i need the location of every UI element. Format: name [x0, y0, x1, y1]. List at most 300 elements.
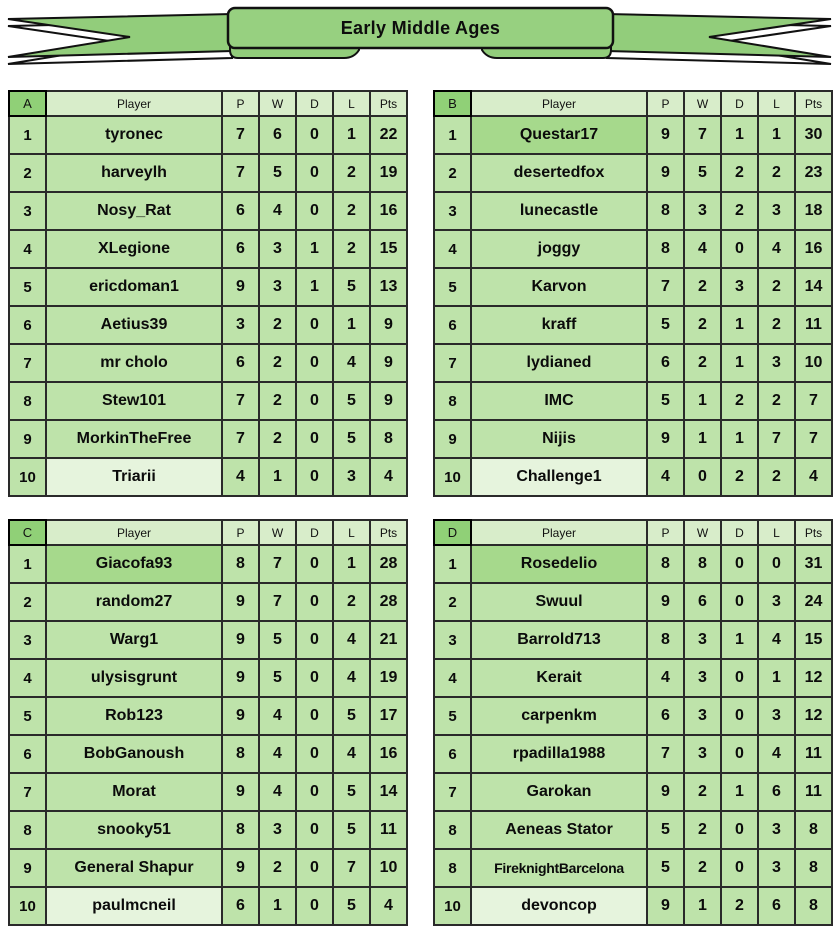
- rank-cell: 3: [9, 192, 46, 230]
- group-a-table: [8, 90, 408, 497]
- player-cell: Morat: [46, 773, 222, 811]
- column-player: Player: [471, 91, 647, 116]
- table-row: [434, 545, 832, 583]
- player-cell: desertedfox: [471, 154, 647, 192]
- table-row: [9, 621, 407, 659]
- table-row: [9, 545, 407, 583]
- player-cell: Rob123: [46, 697, 222, 735]
- player-cell: Garokan: [471, 773, 647, 811]
- player-cell: Nosy_Rat: [46, 192, 222, 230]
- losses-cell: 2: [758, 154, 795, 192]
- losses-cell: 1: [758, 659, 795, 697]
- column-played: P: [647, 520, 684, 545]
- player-cell: Swuul: [471, 583, 647, 621]
- rank-cell: 1: [434, 545, 471, 583]
- draws-cell: 1: [721, 420, 758, 458]
- ribbon-left-tail: [8, 14, 232, 57]
- column-losses: L: [333, 91, 370, 116]
- player-cell: lunecastle: [471, 192, 647, 230]
- wins-cell: 5: [684, 154, 721, 192]
- wins-cell: 7: [684, 116, 721, 154]
- rank-cell: 6: [434, 306, 471, 344]
- player-cell: Karvon: [471, 268, 647, 306]
- draws-cell: 0: [296, 773, 333, 811]
- banner: [0, 0, 839, 75]
- played-cell: 9: [647, 773, 684, 811]
- losses-cell: 2: [758, 268, 795, 306]
- player-cell: Giacofa93: [46, 545, 222, 583]
- table-row: [434, 811, 832, 849]
- played-cell: 9: [222, 773, 259, 811]
- losses-cell: 3: [758, 583, 795, 621]
- wins-cell: 1: [684, 887, 721, 925]
- draws-cell: 0: [296, 811, 333, 849]
- losses-cell: 3: [758, 192, 795, 230]
- draws-cell: 0: [296, 458, 333, 496]
- played-cell: 6: [647, 697, 684, 735]
- group-b-header-row: [434, 91, 832, 116]
- draws-cell: 1: [721, 306, 758, 344]
- points-cell: 9: [370, 382, 407, 420]
- wins-cell: 4: [259, 192, 296, 230]
- played-cell: 9: [647, 583, 684, 621]
- draws-cell: 1: [296, 230, 333, 268]
- wins-cell: 7: [259, 583, 296, 621]
- group-d-rows: [434, 545, 832, 925]
- wins-cell: 2: [684, 268, 721, 306]
- losses-cell: 5: [333, 887, 370, 925]
- losses-cell: 3: [333, 458, 370, 496]
- wins-cell: 2: [259, 420, 296, 458]
- wins-cell: 4: [259, 697, 296, 735]
- played-cell: 6: [222, 230, 259, 268]
- table-row: [9, 811, 407, 849]
- column-points: Pts: [795, 520, 832, 545]
- rank-cell: 5: [434, 268, 471, 306]
- rank-cell: 1: [434, 116, 471, 154]
- group-d-header-row: [434, 520, 832, 545]
- played-cell: 7: [647, 735, 684, 773]
- losses-cell: 5: [333, 382, 370, 420]
- column-played: P: [222, 520, 259, 545]
- column-draws: D: [296, 91, 333, 116]
- player-cell: tyronec: [46, 116, 222, 154]
- rank-cell: 4: [9, 230, 46, 268]
- table-row: [9, 116, 407, 154]
- table-row: [434, 849, 832, 887]
- draws-cell: 3: [721, 268, 758, 306]
- player-cell: Stew101: [46, 382, 222, 420]
- played-cell: 9: [222, 697, 259, 735]
- table-row: [9, 382, 407, 420]
- wins-cell: 3: [259, 230, 296, 268]
- played-cell: 9: [222, 621, 259, 659]
- wins-cell: 3: [259, 268, 296, 306]
- rank-cell: 8: [434, 811, 471, 849]
- losses-cell: 3: [758, 811, 795, 849]
- player-cell: IMC: [471, 382, 647, 420]
- points-cell: 9: [370, 344, 407, 382]
- wins-cell: 4: [259, 773, 296, 811]
- played-cell: 4: [647, 659, 684, 697]
- points-cell: 7: [795, 420, 832, 458]
- losses-cell: 0: [758, 545, 795, 583]
- table-row: [434, 230, 832, 268]
- played-cell: 5: [647, 811, 684, 849]
- points-cell: 15: [370, 230, 407, 268]
- rank-cell: 10: [9, 887, 46, 925]
- draws-cell: 0: [721, 697, 758, 735]
- column-draws: D: [721, 520, 758, 545]
- column-points: Pts: [370, 520, 407, 545]
- wins-cell: 3: [684, 621, 721, 659]
- losses-cell: 2: [758, 306, 795, 344]
- losses-cell: 3: [758, 344, 795, 382]
- points-cell: 11: [795, 306, 832, 344]
- wins-cell: 2: [684, 811, 721, 849]
- played-cell: 3: [222, 306, 259, 344]
- rank-cell: 8: [434, 382, 471, 420]
- group-a-header-row: [9, 91, 407, 116]
- played-cell: 5: [647, 382, 684, 420]
- points-cell: 16: [370, 735, 407, 773]
- group-c-letter: C: [9, 520, 46, 545]
- points-cell: 22: [370, 116, 407, 154]
- table-row: [434, 583, 832, 621]
- player-cell: snooky51: [46, 811, 222, 849]
- column-wins: W: [259, 520, 296, 545]
- losses-cell: 2: [333, 192, 370, 230]
- points-cell: 24: [795, 583, 832, 621]
- group-c-rows: [9, 545, 407, 925]
- wins-cell: 2: [684, 773, 721, 811]
- rank-cell: 9: [434, 420, 471, 458]
- points-cell: 14: [795, 268, 832, 306]
- table-row: [434, 773, 832, 811]
- losses-cell: 5: [333, 811, 370, 849]
- points-cell: 28: [370, 545, 407, 583]
- rank-cell: 7: [434, 773, 471, 811]
- losses-cell: 4: [333, 344, 370, 382]
- player-cell: Triarii: [46, 458, 222, 496]
- wins-cell: 1: [684, 420, 721, 458]
- player-cell: Rosedelio: [471, 545, 647, 583]
- table-row: [434, 659, 832, 697]
- table-row: [9, 230, 407, 268]
- player-cell: BobGanoush: [46, 735, 222, 773]
- rank-cell: 4: [9, 659, 46, 697]
- draws-cell: 0: [721, 811, 758, 849]
- played-cell: 5: [647, 849, 684, 887]
- played-cell: 8: [647, 230, 684, 268]
- points-cell: 15: [795, 621, 832, 659]
- table-row: [434, 154, 832, 192]
- player-cell: ericdoman1: [46, 268, 222, 306]
- draws-cell: 0: [296, 116, 333, 154]
- points-cell: 13: [370, 268, 407, 306]
- table-row: [434, 116, 832, 154]
- played-cell: 7: [222, 420, 259, 458]
- wins-cell: 2: [259, 382, 296, 420]
- draws-cell: 0: [296, 887, 333, 925]
- wins-cell: 2: [259, 849, 296, 887]
- draws-cell: 2: [721, 192, 758, 230]
- ribbon-right-tail: [607, 14, 831, 57]
- player-cell: FireknightBarcelona: [471, 849, 647, 887]
- played-cell: 6: [222, 344, 259, 382]
- played-cell: 9: [222, 583, 259, 621]
- player-cell: harveylh: [46, 154, 222, 192]
- played-cell: 7: [222, 116, 259, 154]
- points-cell: 18: [795, 192, 832, 230]
- points-cell: 12: [795, 697, 832, 735]
- table-row: [434, 192, 832, 230]
- losses-cell: 2: [333, 583, 370, 621]
- wins-cell: 1: [259, 887, 296, 925]
- losses-cell: 7: [758, 420, 795, 458]
- played-cell: 7: [647, 268, 684, 306]
- wins-cell: 2: [684, 306, 721, 344]
- column-wins: W: [684, 520, 721, 545]
- losses-cell: 1: [333, 116, 370, 154]
- group-d-letter: D: [434, 520, 471, 545]
- points-cell: 19: [370, 659, 407, 697]
- draws-cell: 0: [296, 621, 333, 659]
- points-cell: 30: [795, 116, 832, 154]
- draws-cell: 0: [721, 735, 758, 773]
- losses-cell: 1: [758, 116, 795, 154]
- table-row: [9, 154, 407, 192]
- wins-cell: 1: [684, 382, 721, 420]
- draws-cell: 0: [721, 849, 758, 887]
- wins-cell: 6: [684, 583, 721, 621]
- table-row: [9, 268, 407, 306]
- wins-cell: 2: [259, 306, 296, 344]
- losses-cell: 2: [758, 382, 795, 420]
- table-row: [9, 887, 407, 925]
- player-cell: kraff: [471, 306, 647, 344]
- played-cell: 6: [647, 344, 684, 382]
- wins-cell: 4: [259, 735, 296, 773]
- points-cell: 16: [370, 192, 407, 230]
- wins-cell: 5: [259, 659, 296, 697]
- column-points: Pts: [370, 91, 407, 116]
- played-cell: 8: [647, 621, 684, 659]
- points-cell: 28: [370, 583, 407, 621]
- played-cell: 5: [647, 306, 684, 344]
- table-row: [434, 887, 832, 925]
- table-row: [434, 621, 832, 659]
- column-draws: D: [296, 520, 333, 545]
- rank-cell: 4: [434, 659, 471, 697]
- draws-cell: 0: [296, 382, 333, 420]
- player-cell: XLegione: [46, 230, 222, 268]
- points-cell: 11: [795, 773, 832, 811]
- draws-cell: 0: [296, 697, 333, 735]
- draws-cell: 2: [721, 154, 758, 192]
- table-row: [9, 659, 407, 697]
- wins-cell: 6: [259, 116, 296, 154]
- draws-cell: 0: [296, 306, 333, 344]
- rank-cell: 8: [434, 849, 471, 887]
- wins-cell: 1: [259, 458, 296, 496]
- player-cell: devoncop: [471, 887, 647, 925]
- losses-cell: 4: [758, 621, 795, 659]
- rank-cell: 8: [9, 382, 46, 420]
- draws-cell: 0: [296, 192, 333, 230]
- rank-cell: 2: [434, 583, 471, 621]
- draws-cell: 0: [721, 583, 758, 621]
- player-cell: Kerait: [471, 659, 647, 697]
- losses-cell: 7: [333, 849, 370, 887]
- played-cell: 4: [222, 458, 259, 496]
- group-c-header-row: [9, 520, 407, 545]
- column-losses: L: [758, 520, 795, 545]
- losses-cell: 3: [758, 849, 795, 887]
- table-row: [434, 458, 832, 496]
- points-cell: 11: [795, 735, 832, 773]
- played-cell: 9: [222, 268, 259, 306]
- draws-cell: 0: [296, 849, 333, 887]
- losses-cell: 6: [758, 773, 795, 811]
- rank-cell: 10: [434, 887, 471, 925]
- wins-cell: 2: [259, 344, 296, 382]
- group-a-rows: [9, 116, 407, 496]
- rank-cell: 8: [9, 811, 46, 849]
- column-player: Player: [46, 91, 222, 116]
- column-played: P: [222, 91, 259, 116]
- draws-cell: 1: [721, 116, 758, 154]
- player-cell: ulysisgrunt: [46, 659, 222, 697]
- rank-cell: 7: [9, 773, 46, 811]
- table-row: [434, 268, 832, 306]
- table-row: [9, 773, 407, 811]
- column-wins: W: [684, 91, 721, 116]
- played-cell: 8: [222, 735, 259, 773]
- rank-cell: 6: [434, 735, 471, 773]
- losses-cell: 4: [333, 659, 370, 697]
- draws-cell: 2: [721, 382, 758, 420]
- table-row: [9, 735, 407, 773]
- group-b-table: [433, 90, 833, 497]
- player-cell: rpadilla1988: [471, 735, 647, 773]
- player-cell: joggy: [471, 230, 647, 268]
- points-cell: 8: [795, 887, 832, 925]
- played-cell: 9: [647, 116, 684, 154]
- column-losses: L: [758, 91, 795, 116]
- losses-cell: 1: [333, 306, 370, 344]
- player-cell: mr cholo: [46, 344, 222, 382]
- played-cell: 7: [222, 154, 259, 192]
- points-cell: 21: [370, 621, 407, 659]
- player-cell: lydianed: [471, 344, 647, 382]
- played-cell: 7: [222, 382, 259, 420]
- rank-cell: 7: [9, 344, 46, 382]
- points-cell: 4: [795, 458, 832, 496]
- losses-cell: 4: [758, 735, 795, 773]
- draws-cell: 1: [721, 773, 758, 811]
- rank-cell: 2: [9, 154, 46, 192]
- losses-cell: 2: [333, 154, 370, 192]
- played-cell: 9: [222, 659, 259, 697]
- points-cell: 16: [795, 230, 832, 268]
- table-row: [434, 344, 832, 382]
- points-cell: 11: [370, 811, 407, 849]
- points-cell: 14: [370, 773, 407, 811]
- table-row: [434, 735, 832, 773]
- rank-cell: 2: [434, 154, 471, 192]
- column-played: P: [647, 91, 684, 116]
- wins-cell: 3: [684, 697, 721, 735]
- column-wins: W: [259, 91, 296, 116]
- losses-cell: 3: [758, 697, 795, 735]
- played-cell: 9: [222, 849, 259, 887]
- player-cell: Questar17: [471, 116, 647, 154]
- draws-cell: 0: [296, 154, 333, 192]
- column-player: Player: [471, 520, 647, 545]
- table-row: [434, 697, 832, 735]
- draws-cell: 0: [296, 344, 333, 382]
- table-row: [9, 306, 407, 344]
- player-cell: Aetius39: [46, 306, 222, 344]
- wins-cell: 2: [684, 344, 721, 382]
- played-cell: 6: [222, 887, 259, 925]
- played-cell: 8: [222, 545, 259, 583]
- table-row: [9, 192, 407, 230]
- player-cell: Aeneas Stator: [471, 811, 647, 849]
- player-cell: Warg1: [46, 621, 222, 659]
- losses-cell: 2: [333, 230, 370, 268]
- league-tables: [0, 75, 839, 926]
- draws-cell: 2: [721, 458, 758, 496]
- points-cell: 8: [795, 849, 832, 887]
- rank-cell: 3: [434, 192, 471, 230]
- draws-cell: 0: [721, 545, 758, 583]
- group-d-table: [433, 519, 833, 926]
- table-row: [9, 344, 407, 382]
- rank-cell: 7: [434, 344, 471, 382]
- table-row: [434, 306, 832, 344]
- player-cell: carpenkm: [471, 697, 647, 735]
- rank-cell: 3: [434, 621, 471, 659]
- draws-cell: 2: [721, 887, 758, 925]
- rank-cell: 9: [9, 849, 46, 887]
- points-cell: 10: [370, 849, 407, 887]
- table-row: [434, 420, 832, 458]
- wins-cell: 3: [684, 735, 721, 773]
- group-a-letter: A: [9, 91, 46, 116]
- draws-cell: 0: [296, 583, 333, 621]
- player-cell: Nijis: [471, 420, 647, 458]
- points-cell: 31: [795, 545, 832, 583]
- played-cell: 9: [647, 887, 684, 925]
- wins-cell: 3: [684, 192, 721, 230]
- played-cell: 9: [647, 154, 684, 192]
- points-cell: 12: [795, 659, 832, 697]
- table-row: [9, 697, 407, 735]
- wins-cell: 3: [259, 811, 296, 849]
- draws-cell: 0: [296, 545, 333, 583]
- losses-cell: 1: [333, 545, 370, 583]
- points-cell: 9: [370, 306, 407, 344]
- draws-cell: 1: [721, 344, 758, 382]
- group-b-letter: B: [434, 91, 471, 116]
- wins-cell: 4: [684, 230, 721, 268]
- wins-cell: 3: [684, 659, 721, 697]
- losses-cell: 5: [333, 773, 370, 811]
- rank-cell: 10: [434, 458, 471, 496]
- draws-cell: 0: [296, 659, 333, 697]
